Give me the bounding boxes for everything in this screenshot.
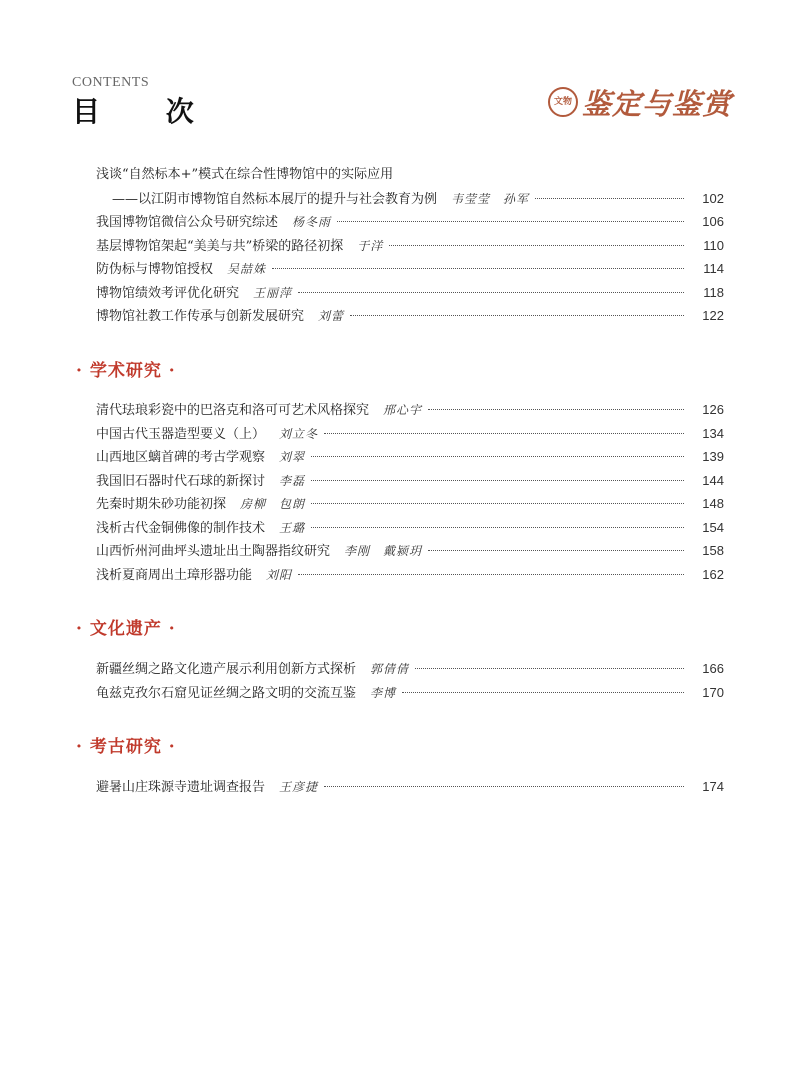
dot-leader [311,514,684,528]
toc-entry-title: 山西忻州河曲坪头遗址出土陶器指纹研究 [96,544,331,559]
toc-group-academic [96,398,724,586]
toc-entry-title: 我国博物馆微信公众号研究综述 [96,215,279,230]
dot-leader [272,255,684,269]
toc-entry-author: 邢心宇 [383,403,423,417]
toc-group-archaeology [96,775,724,799]
toc-entry-page: 118 [703,284,724,300]
toc-entry[interactable] [96,492,724,516]
toc-entry-author: 李博 [370,685,397,700]
toc-entry-title: 新疆丝绸之路文化遗产展示利用创新方式探析 [96,662,357,677]
toc-group-heritage [96,657,724,704]
dot-leader [415,655,684,669]
toc-entry-page: 162 [702,566,724,582]
section-heading-archaeology: · 考古研究 · [76,737,176,757]
toc-entry-title: 龟兹克孜尔石窟见证丝绸之路文明的交流互鉴 [96,685,357,701]
toc-entry-page: 166 [702,661,724,676]
toc-entry-page: 148 [702,496,724,511]
logo-seal: 文物 [548,87,578,117]
toc-entry-author: 刘翠 [279,450,306,464]
dot-leader [428,537,684,551]
toc-entry-page: 154 [702,519,724,535]
toc-entry-page: 174 [702,779,724,794]
toc-entry-title: 基层博物馆架起“美美与共”桥梁的路径初探 [96,238,344,254]
toc-entry[interactable] [96,163,724,187]
toc-entry-title: 中国古代玉器造型要义（上） [96,426,266,442]
toc-group-museum [96,163,724,328]
toc-entry-page: 106 [702,214,724,229]
toc-entry-title: 浅谈“自然标本+”模式在综合性博物馆中的实际应用 [96,167,394,182]
toc-entry-title: 先秦时期朱砂功能初探 [96,497,227,512]
toc-entry-page: 139 [702,449,724,464]
toc-entry-title: 浅析古代金铜佛像的制作技术 [96,520,266,536]
toc-entry-page: 110 [703,237,724,253]
toc-entry-author: 刘阳 [266,567,293,582]
toc-entry-page: 134 [702,425,724,441]
toc-entry[interactable] [96,304,724,328]
toc-entry-author: 杨冬雨 [292,215,332,229]
toc-entry-title: 浅析夏商周出土璋形器功能 [96,567,253,583]
toc-entry-page: 126 [702,402,724,417]
toc-entry-author: 郭倩倩 [370,662,410,676]
toc-entry-title: 清代珐琅彩瓷中的巴洛克和洛可可艺术风格探究 [96,403,370,418]
toc-entry[interactable] [96,281,724,305]
dot-leader [311,490,684,504]
toc-entry-title: 山西地区螭首碑的考古学观察 [96,450,266,465]
toc-entry-author: 李磊 [279,473,306,488]
toc-entry-title: 我国旧石器时代石球的新探讨 [96,473,266,489]
toc-entry-author: 韦莹莹 孙军 [451,191,530,206]
header [72,72,732,132]
toc-entry-page: 114 [703,261,724,276]
dot-leader [311,467,684,481]
section-heading-academic: · 学术研究 · [76,361,176,381]
journal-logo [548,82,732,122]
dot-leader [535,185,684,199]
toc-entry-title: 避暑山庄珠源寺遗址调查报告 [96,780,266,795]
toc-entry-page: 158 [702,543,724,558]
toc-entry-page: 144 [702,472,724,488]
toc-entry[interactable] [96,516,724,540]
dot-leader [324,420,684,434]
toc-entry-author: 刘立冬 [279,426,319,441]
toc-entry[interactable] [96,257,724,281]
toc-entry[interactable] [96,539,724,563]
toc-entry-page: 122 [702,308,724,323]
toc-entry-author: 王璐 [279,520,306,535]
toc-entry-page: 170 [702,684,724,700]
toc-entry[interactable] [96,422,724,446]
toc-entry-title: 防伪标与博物馆授权 [96,262,214,277]
dot-leader [324,773,684,787]
toc-entry-title: 博物馆绩效考评优化研究 [96,285,240,301]
toc-entry-title: 博物馆社教工作传承与创新发展研究 [96,309,305,324]
dot-leader [428,396,684,410]
toc-entry[interactable] [96,563,724,587]
toc-entry-author: 王彦捷 [279,780,319,794]
dot-leader [337,208,684,222]
toc-entry[interactable] [96,775,724,799]
toc-entry-author: 于洋 [357,238,384,253]
toc-entry[interactable] [96,210,724,234]
dot-leader [402,679,684,693]
section-heading-heritage: · 文化遗产 · [76,619,176,639]
toc-entry-author: 房柳 包朗 [240,497,306,511]
toc-entry[interactable] [96,234,724,258]
contents-label: CONTENTS [72,75,150,90]
dot-leader [389,232,684,246]
logo-text: 鉴定与鉴赏 [581,86,732,121]
page-title: 目 次 [72,95,222,128]
toc-entry-author: 李刚 戴颍玥 [344,544,423,558]
toc-entry-author: 刘蕾 [318,309,345,323]
toc-entry-author: 吴喆姝 [227,262,267,276]
toc-entry-title: ——以江阴市博物馆自然标本展厅的提升与社会教育为例 [112,191,438,207]
toc-entry[interactable] [96,469,724,493]
toc-entry[interactable] [96,657,724,681]
toc-entry-page: 102 [702,190,724,206]
toc-entry-author: 王丽萍 [253,285,293,300]
toc-entry[interactable] [96,445,724,469]
toc-entry[interactable] [96,681,724,705]
dot-leader [298,279,684,293]
dot-leader [298,561,684,575]
toc-entry[interactable] [96,187,724,211]
toc-entry[interactable] [96,398,724,422]
dot-leader [311,443,684,457]
dot-leader [350,302,684,316]
